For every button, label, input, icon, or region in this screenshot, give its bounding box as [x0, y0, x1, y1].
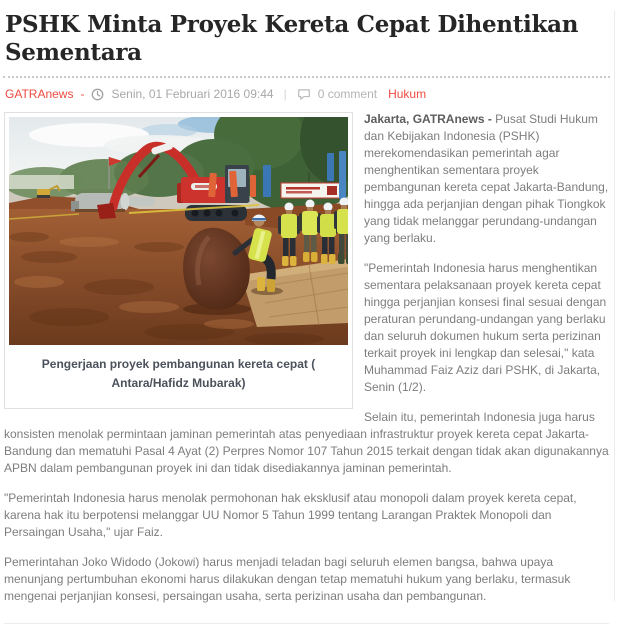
source-link[interactable]: GATRAnews — [5, 87, 74, 102]
construction-photo — [9, 117, 348, 345]
byline — [0, 78, 614, 111]
article-page — [0, 11, 615, 604]
page-title: PSHK Minta Proyek Kereta Cepat Dihentikan Sementara — [5, 11, 579, 66]
publish-date: Senin, 01 Februari 2016 09:44 — [111, 87, 274, 102]
paragraph: "Pemerintah Indonesia harus menghentikan sementara pelaksanaan proyek kereta cepat hingga perjanjian konsesi final sesuai dengan peraturan perundang-undangan yang berlaku dan seluruh dokumen hukum serta perizinan terkait proyek ini lengkap dan selesai," kata Muhammad Faiz Aziz dari PSHK, di Jakarta, Senin (1/2). — [364, 261, 607, 395]
comment-icon — [297, 88, 311, 101]
paragraph: Selain itu, pemerintah Indonesia juga harus konsisten menolak permintaan jaminan pemerintah atas penyediaan infrastruktur proyek kereta cepat Jakarta-Bandung dan mematuhi Pasal 4 Ayat (2) Perpres Nomor 107 Tahun 2015 terkait dengan tidak akan digunakannya APBN dalam pembangunan proyek ini dan tidak disediakannya jaminan pemerintah. — [4, 410, 609, 476]
photo-figure — [4, 112, 353, 409]
paragraph: Pemerintahan Joko Widodo (Jokowi) harus menjadi teladan bagi seluruh elemen bangsa, bahwa upaya menunjang pertumbuhan ekonomi harus dilakukan dengan tetap mematuhi hukum yang berlaku, termasuk mengenai perjanjian konsesi, persaingan usaha, serta perizinan usaha dan pembangunan. — [4, 555, 571, 604]
article-body — [0, 111, 614, 624]
paragraph: "Pemerintah Indonesia harus menolak permohonan hak eksklusif atau monopoli dalam proyek kereta cepat, karena hak itu berpotensi melanggar UU Nomor 5 Tahun 1999 tentang Larangan Praktek Monopoli dan Persaingan Usaha," ujar Faiz. — [4, 491, 577, 540]
byline-separator: - — [80, 87, 85, 102]
category-link[interactable]: Hukum — [388, 87, 427, 102]
byline-divider: | — [283, 87, 287, 102]
lead-bold: Jakarta, GATRAnews - — [364, 112, 496, 127]
photo-caption: Pengerjaan proyek pembangunan kereta cepat ( Antara/Hafidz Mubarak) — [41, 357, 316, 391]
comment-count-link[interactable]: 0 comment — [317, 87, 378, 102]
lead-rest: Pusat Studi Hukum dan Kebijakan Indonesia (PSHK) merekomendasikan pemerintah agar menghentikan sementara proyek pembangunan kereta cepat Jakarta-Bandung, hingga ada perjanjian dengan pihak Tiongkok yang tidak melanggar perundang-undangan yang berlaku. — [364, 112, 609, 246]
clock-icon — [91, 88, 104, 101]
